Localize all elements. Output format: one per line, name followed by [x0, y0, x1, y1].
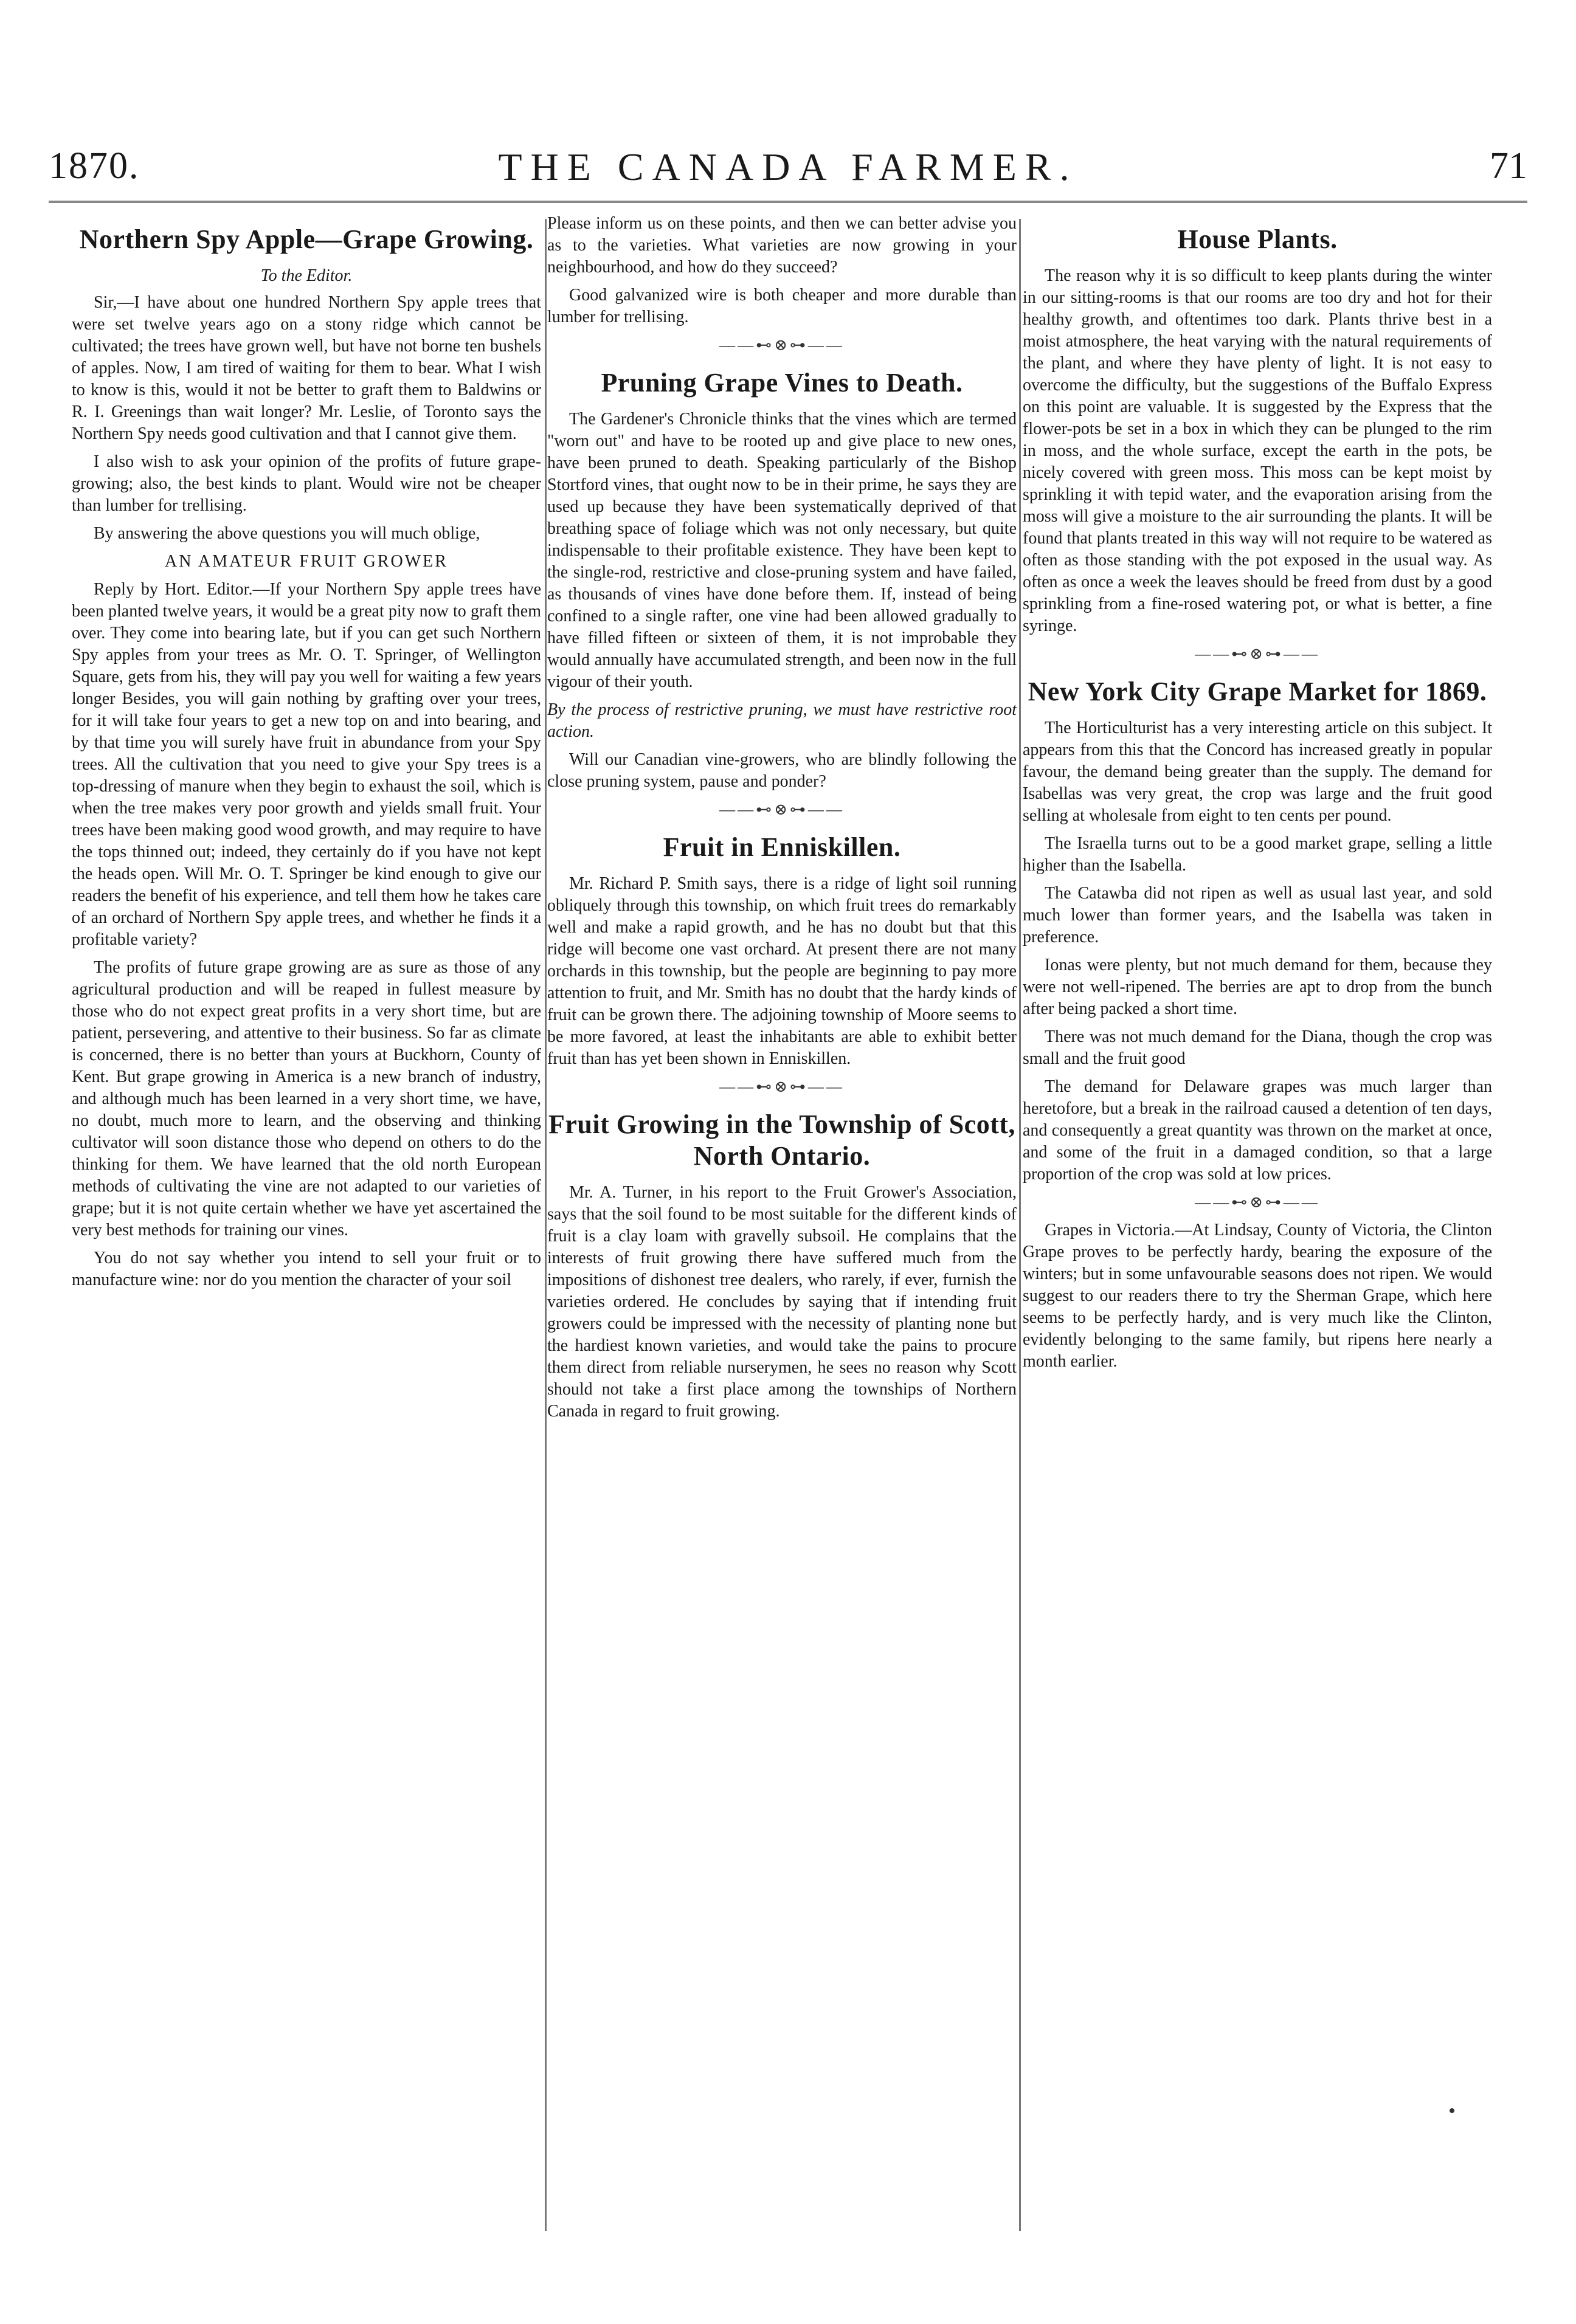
section-separator: ——⊷⊗⊶——	[719, 1078, 845, 1095]
italic-paragraph: By the process of restrictive pruning, we must have restrictive root action.	[547, 700, 1017, 741]
column-3	[1023, 213, 1492, 2255]
paragraph: Reply by Hort. Editor.—If your Northern Spy apple trees have been planted twelve years, it would be a great pity now to graft them over. They come into bearing late, but if you can get such Northern Spy apples from your trees as Mr. O. T. Springer, of Wellington Square, gets from his, they will pay you well for waiting a few years longer Besides, you will gain nothing by grafting over your trees, for it will take four years to get a new top on and into bearing, and by that time you will surely have fruit in abundance from your Spy trees. All the cultivation that you need to give your Spy trees is a top-dressing of manure when they begin to exhaust the soil, which is when the tree makes very poor growth and yields small fruit. Your trees have been making good wood growth, and may require to have the tops thinned out; indeed, they certainly do if you have not kept the heads open. Will Mr. O. T. Springer be kind enough to give our readers the benefit of his experience, and tell them how he takes care of an orchard of Northern Spy apple trees, and whether he finds it a profitable variety?	[72, 580, 541, 949]
paragraph: I also wish to ask your opinion of the profits of future grape-growing; also, the best kinds to plant. Would wire not be cheaper than lumber for trellising.	[72, 452, 541, 515]
paragraph: Mr. Richard P. Smith says, there is a ridge of light soil running obliquely through this township, on which fruit trees do remarkably well and make a rapid growth, and he has no doubt but that this ridge will become one vast orchard. At present there are not many orchards in this township, but the people are beginning to pay more attention to fruit, and Mr. Smith has no doubt that the hardy kinds of fruit can be grown there. The adjoining township of Moore seems to be more favored, at least the inhabitants are able to exhibit better fruit than has yet been shown in Enniskillen.	[547, 874, 1017, 1068]
section-separator: ——⊷⊗⊶——	[1195, 645, 1320, 663]
paragraph: Ionas were plenty, but not much demand for them, because they were not well-ripened. The berries are apt to drop from the bunch after being packed a short time.	[1023, 956, 1492, 1018]
section-separator: ——⊷⊗⊶——	[719, 801, 845, 818]
paragraph: The demand for Delaware grapes was much larger than heretofore, but a break in the railroad caused a detention of ten days, and consequently a great quantity was thrown on the market at once, and some of the fruit in a damaged condition, so that a large proportion of the crop was sold at low prices.	[1023, 1077, 1492, 1184]
paragraph: By answering the above questions you will much oblige,	[94, 524, 480, 543]
salutation: To the Editor.	[260, 266, 353, 285]
paragraph: There was not much demand for the Diana, though the crop was small and the fruit good	[1023, 1027, 1492, 1068]
paragraph: The profits of future grape growing are as sure as those of any agricultural production and will be reaped in fullest measure by those who do not expect great profits in a very short time, but are patient, persevering, and attentive to their business. So far as climate is concerned, there is no better than yours at Buckhorn, County of Kent. But grape growing in America is a new branch of industry, and although much has been learned in a very short time, we have, no doubt, much more to learn, and the observing and thinking cultivator will soon distance those who depend on others to do the thinking for them. We have learned that the old north European methods of cultivating the vine are not adapted to our varieties of grape; but it is not quite certain whether we have yet ascertained the very best methods for training our vines.	[72, 958, 541, 1240]
column-2	[547, 213, 1017, 2255]
paragraph: Grapes in Victoria.—At Lindsay, County of Victoria, the Clinton Grape proves to be perfectly hardy, bearing the exposure of the winters; but in some unfavourable seasons does not ripen. We would suggest to our readers there to try the Sherman Grape, which here seems to be perfectly hardy, and is very much like the Clinton, evidently belonging to the same family, but ripens here nearly a month earlier.	[1023, 1221, 1492, 1371]
article-heading: Fruit Growing in the Township of Scott, North Ontario.	[548, 1109, 1016, 1171]
paragraph: Please inform us on these points, and then we can better advise you as to the varieties. What varieties are now growing in your neighbourhood, and how do they succeed?	[547, 214, 1017, 277]
column-divider	[545, 219, 547, 2231]
paragraph: You do not say whether you intend to sell your fruit or to manufacture wine: nor do you mention the character of your soil	[72, 1249, 541, 1289]
paragraph: Good galvanized wire is both cheaper and more durable than lumber for trellising.	[547, 286, 1017, 326]
paragraph: Sir,—I have about one hundred Northern Spy apple trees that were set twelve years ago on a stony ridge which cannot be cultivated; the trees have grown well, but have not borne ten bushels of apples. Now, I am tired of waiting for them to bear. What I wish to know is this, would it not be better to graft them to Baldwins or R. I. Greenings than wait longer? Mr. Leslie, of Toronto says the Northern Spy needs good cultivation and that I cannot give them.	[72, 293, 541, 443]
header-year: 1870.	[49, 145, 140, 187]
paragraph: The Catawba did not ripen as well as usual last year, and sold much lower than former years, and the Isabella was taken in preference.	[1023, 884, 1492, 946]
signature: AN AMATEUR FRUIT GROWER	[165, 552, 448, 571]
article-heading: House Plants.	[1177, 224, 1338, 254]
paragraph: The Israella turns out to be a good market grape, selling a little higher than the Isabella.	[1023, 834, 1492, 875]
article-heading: Northern Spy Apple—Grape Growing.	[79, 224, 534, 254]
paragraph: Mr. A. Turner, in his report to the Fruit Grower's Association, says that the soil found to be most suitable for the different kinds of fruit is a clay loam with gravelly subsoil. He complains that the interests of fruit growing there have suffered much from the impositions of dishonest tree dealers, who rarely, if ever, furnish the varieties ordered. He concludes by saying that if intending fruit growers could be impressed with the necessity of planting none but the hardiest known varieties, and would take the pains to procure them direct from reliable nurserymen, he sees no reason why Scott should not take a first place among the townships of Northern Canada in regard to fruit growing.	[547, 1183, 1017, 1421]
paragraph: The Horticulturist has a very interesting article on this subject. It appears from this that the Concord has increased greatly in popular favour, the demand being greater than the supply. The demand for Isabellas was very great, the crop was large and the fruit good selling at wholesale from eight to ten cents per pound.	[1023, 719, 1492, 825]
stray-mark	[1450, 2108, 1454, 2113]
article-heading: New York City Grape Market for 1869.	[1028, 677, 1487, 706]
page-header	[49, 145, 1527, 199]
section-separator: ——⊷⊗⊶——	[719, 336, 845, 354]
paragraph: The Gardener's Chronicle thinks that the vines which are termed "worn out" and have to be rooted up and give place to new ones, have been pruned to death. Speaking particularly of the Bishop Stortford vines, that ought now to be in their prime, he says they are used up because they have been systematically deprived of that breathing space of foliage which was not only necessary, but quite indispensable to their profitable existence. They have been kept to the single-rod, restrictive and close-pruning system and have failed, as thousands of vines have done before them. If, instead of being confined to a single rafter, one vine had been allowed gradually to have filled fifteen or sixteen of them, it is not improbable they would annually have accumulated strength, and been now in the full vigour of their youth.	[547, 410, 1017, 691]
header-rule	[49, 201, 1527, 203]
column-divider	[1019, 219, 1021, 2231]
article-heading: Fruit in Enniskillen.	[663, 832, 901, 862]
paragraph: Will our Canadian vine-growers, who are blindly following the close pruning system, pause and ponder?	[547, 750, 1017, 791]
column-1	[72, 213, 541, 2255]
masthead-title: THE CANADA FARMER.	[498, 145, 1078, 188]
article-heading: Pruning Grape Vines to Death.	[601, 368, 963, 398]
page-number: 71	[1490, 145, 1527, 187]
paragraph: The reason why it is so difficult to keep plants during the winter in our sitting-rooms is that our rooms are too dry and hot for their healthy growth, and oftentimes too dark. Plants thrive best in a moist atmosphere, the heat varying with the natural requirements of the plant, and where they have plenty of light. It is not easy to overcome the difficulty, but the suggestions of the Buffalo Express on this point are valuable. It is suggested by the Express that the flower-pots be set in a box in which they can be plunged to the rim in moss, and the whole surface, except the earth in the pots, be nicely covered with green moss. This moss can be kept moist by sprinkling it with tepid water, and the evaporation arising from the moss will give a moisture to the air surrounding the plants. It will be found that plants treated in this way will not require to be watered as often as those standing with the pot exposed in the usual way. As often as once a week the leaves should be freed from dust by a good sprinkling from a fine-rosed watering pot, or what is better, a fine syringe.	[1023, 266, 1492, 635]
section-separator: ——⊷⊗⊶——	[1195, 1193, 1320, 1211]
